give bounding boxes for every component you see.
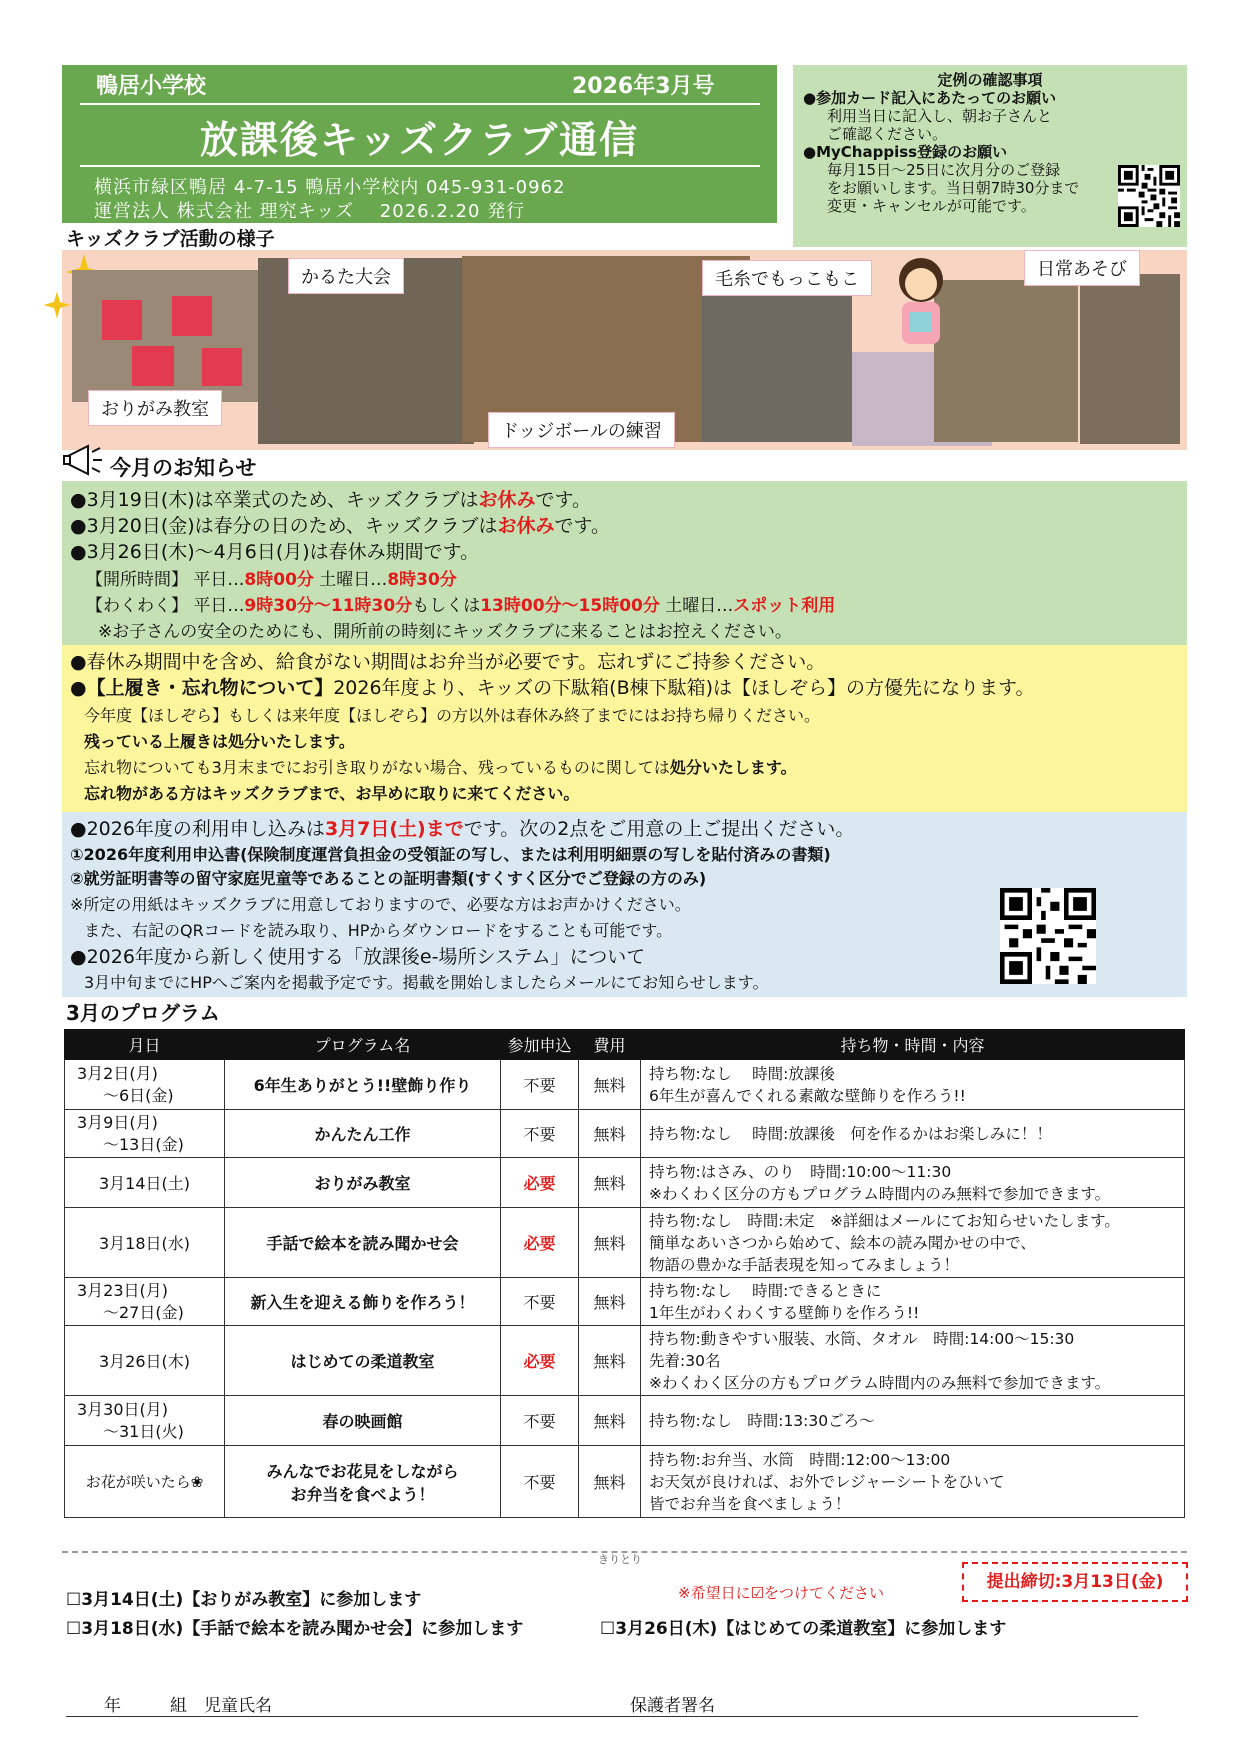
girl-knitting-icon xyxy=(886,250,956,350)
column-header: 持ち物・時間・内容 xyxy=(641,1030,1185,1060)
date-cell: 3月26日(木) xyxy=(65,1326,225,1396)
fee-cell: 無料 xyxy=(579,1110,641,1158)
table-row xyxy=(65,1060,1185,1110)
fee-cell: 無料 xyxy=(579,1060,641,1110)
notice-line: ●2026年度から新しく使用する「放課後e-場所システム」について xyxy=(70,946,646,968)
apply-cell: 不要 xyxy=(501,1278,579,1326)
detail-cell: 持ち物:お弁当、水筒 時間:12:00～13:00 お天気が良ければ、お外でレジャーシートをひいて 皆でお弁当を食べましょう！ xyxy=(641,1446,1185,1518)
date-cell: 3月23日(月) ～27日(金) xyxy=(65,1278,225,1326)
date-cell: 3月30日(月) ～31日(火) xyxy=(65,1396,225,1446)
detail-cell: 持ち物:なし 時間:放課後 何を作るかはお楽しみに！！ xyxy=(641,1110,1185,1158)
date-cell: 3月14日(土) xyxy=(65,1158,225,1208)
routine-item-text: 変更・キャンセルが可能です。 xyxy=(827,197,1036,215)
notice-line: ②就労証明書等の留守家庭児童等であることの証明書類(すくすく区分でご登録の方のみ) xyxy=(70,869,707,888)
column-header: プログラム名 xyxy=(225,1030,501,1060)
sparkle-icon xyxy=(42,290,72,320)
notice-line: 残っている上履きは処分いたします。 xyxy=(84,732,355,751)
photo-caption: 毛糸でもっこもこ xyxy=(702,260,872,296)
fee-cell: 無料 xyxy=(579,1446,641,1518)
detail-cell: 持ち物:なし 時間:放課後 6年生が喜んでくれる素敵な壁飾りを作ろう!! xyxy=(641,1060,1185,1110)
fee-cell: 無料 xyxy=(579,1278,641,1326)
newsletter-header xyxy=(62,65,777,223)
column-header: 費用 xyxy=(579,1030,641,1060)
notice-line: ●3月26日(木)～4月6日(月)は春休み期間です。 xyxy=(70,541,480,563)
notices-heading: 今月のお知らせ xyxy=(110,456,257,480)
notice-line: ●春休み期間中を含め、給食がない期間はお弁当が必要です。忘れずにご持参ください。 xyxy=(70,651,826,673)
notice-line: 忘れ物がある方はキッズクラブまで、お早めに取りに来てください。 xyxy=(84,784,580,803)
date-cell: 3月18日(水) xyxy=(65,1208,225,1278)
program-name-cell: 手話で絵本を読み聞かせ会 xyxy=(225,1208,501,1278)
notice-line: 【開所時間】 平日…8時00分 土曜日…8時30分 xyxy=(86,570,457,590)
column-header: 月日 xyxy=(65,1030,225,1060)
apply-cell: 不要 xyxy=(501,1060,579,1110)
apply-cell: 必要 xyxy=(501,1208,579,1278)
table-row xyxy=(65,1158,1185,1208)
routine-item-text: 毎月15日～25日に次月分のご登録 xyxy=(827,161,1061,179)
date-cell: 3月9日(月) ～13日(金) xyxy=(65,1110,225,1158)
table-row xyxy=(65,1110,1185,1158)
routine-item-text: ご確認ください。 xyxy=(827,125,948,143)
school-name: 鴨居小学校 xyxy=(96,74,207,99)
fee-cell: 無料 xyxy=(579,1396,641,1446)
notice-line: ①2026年度利用申込書(保険制度運営負担金の受領証の写し、または利用明細票の写しを貼付済みの書類) xyxy=(70,845,831,864)
deadline-badge: 提出締切:3月13日(金) xyxy=(962,1562,1188,1602)
routine-heading: 定例の確認事項 xyxy=(937,71,1043,89)
notice-line: ※お子さんの安全のためにも、開所前の時刻にキッズクラブに来ることはお控えください。 xyxy=(98,622,792,642)
date-cell: お花が咲いたら❀ xyxy=(65,1446,225,1518)
origami-photo xyxy=(72,270,260,402)
apply-cell: 必要 xyxy=(501,1326,579,1396)
notice-line: 3月中旬までにHPへご案内を掲載予定です。掲載を開始しましたらメールにてお知らせします。 xyxy=(84,973,769,992)
program-name-cell: 春の映画館 xyxy=(225,1396,501,1446)
fee-cell: 無料 xyxy=(579,1158,641,1208)
child-name-field[interactable] xyxy=(66,1689,656,1717)
program-table xyxy=(64,1029,1185,1518)
program-name-cell: みんなでお花見をしながら お弁当を食べよう！ xyxy=(225,1446,501,1518)
program-name-cell: かんたん工作 xyxy=(225,1110,501,1158)
cut-label: きりとり xyxy=(598,1553,642,1566)
apply-cell: 不要 xyxy=(501,1396,579,1446)
table-row xyxy=(65,1208,1185,1278)
yarn-craft-photo xyxy=(702,272,852,442)
routine-item-text: をお願いします。当日朝7時30分まで xyxy=(827,179,1080,197)
notice-line: ※所定の用紙はキッズクラブに用意しておりますので、必要な方はお声かけください。 xyxy=(70,895,691,914)
program-heading: 3月のプログラム xyxy=(66,1001,220,1025)
table-row xyxy=(65,1446,1185,1518)
table-header-row xyxy=(65,1030,1185,1060)
program-name-cell: 6年生ありがとう!!壁飾り作り xyxy=(225,1060,501,1110)
photo-caption: ドッジボールの練習 xyxy=(488,412,675,448)
issue-label: 2026年3月号 xyxy=(572,74,715,99)
guardian-label: 保護者署名 xyxy=(630,1696,715,1716)
program-name-cell: おりがみ教室 xyxy=(225,1158,501,1208)
detail-cell: 持ち物:なし 時間:13:30ごろ～ xyxy=(641,1396,1185,1446)
photo-caption: おりがみ教室 xyxy=(88,390,222,426)
apply-cell: 必要 xyxy=(501,1158,579,1208)
detail-cell: 持ち物:なし 時間:できるときに 1年生がわくわくする壁飾りを作ろう!! xyxy=(641,1278,1185,1326)
notice-block-shoes xyxy=(62,645,1187,812)
routine-item-text: 利用当日に記入し、朝お子さんと xyxy=(827,107,1053,125)
activity-photo-strip xyxy=(62,250,1187,450)
class-label: 組 xyxy=(170,1696,187,1716)
checkbox-note: ※希望日に☑をつけてください xyxy=(678,1584,885,1602)
table-row xyxy=(65,1396,1185,1446)
address-line: 横浜市緑区鴨居 4-7-15 鴨居小学校内 045-931-0962 xyxy=(94,177,566,198)
activity-heading: キッズクラブ活動の様子 xyxy=(66,228,275,250)
notice-line: 忘れ物についても3月末までにお引き取りがない場合、残っているものに関しては処分いたします。 xyxy=(84,758,797,777)
program-name-cell: はじめての柔道教室 xyxy=(225,1326,501,1396)
notice-line: ●3月20日(金)は春分の日のため、キッズクラブはお休みです。 xyxy=(70,515,611,537)
qr-code-icon[interactable] xyxy=(1000,888,1096,984)
newsletter-title: 放課後キッズクラブ通信 xyxy=(199,118,640,162)
qr-code-icon[interactable] xyxy=(1118,165,1180,227)
date-cell: 3月2日(月) ～6日(金) xyxy=(65,1060,225,1110)
checkbox-sign-language[interactable]: ☐3月18日(水)【手話で絵本を読み聞かせ会】に参加します xyxy=(66,1619,524,1639)
detail-cell: 持ち物:動きやすい服装、水筒、タオル 時間:14:00～15:30 先着:30名 ※わくわく区分の方もプログラム時間内のみ無料で参加できます。 xyxy=(641,1326,1185,1396)
notice-line: 今年度【ほしぞら】もしくは来年度【ほしぞら】の方以外は春休み終了までにはお持ち帰りください。 xyxy=(84,706,821,725)
apply-cell: 不要 xyxy=(501,1110,579,1158)
apply-cell: 不要 xyxy=(501,1446,579,1518)
fee-cell: 無料 xyxy=(579,1326,641,1396)
detail-cell: 持ち物:はさみ、のり 時間:10:00～11:30 ※わくわく区分の方もプログラム時間内のみ無料で参加できます。 xyxy=(641,1158,1185,1208)
checkbox-origami[interactable]: ☐3月14日(土)【おりがみ教室】に参加します xyxy=(66,1590,422,1610)
column-header: 参加申込 xyxy=(501,1030,579,1060)
photo-caption: かるた大会 xyxy=(288,258,404,294)
grade-label: 年 xyxy=(104,1696,121,1716)
table-row xyxy=(65,1326,1185,1396)
header-divider xyxy=(80,103,760,105)
operator-line: 運営法人 株式会社 理究キッズ 2026.2.20 発行 xyxy=(94,201,526,222)
notice-line: 【わくわく】 平日…9時30分～11時30分もしくは13時00分～15時00分 土曜日…スポット利用 xyxy=(86,596,836,616)
notice-block-spring-break xyxy=(62,481,1187,645)
detail-cell: 持ち物:なし 時間:未定 ※詳細はメールにてお知らせいたします。 簡単なあいさつから始めて、絵本の読み聞かせの中で、 物語の豊かな手話表現を知ってみましょう！ xyxy=(641,1208,1185,1278)
header-divider xyxy=(80,165,760,167)
routine-item-title: ●参加カード記入にあたってのお願い xyxy=(803,89,1057,107)
notice-line: また、右記のQRコードを読み取り、HPからダウンロードをすることも可能です。 xyxy=(84,921,673,940)
playing-photo xyxy=(1080,274,1180,444)
checkbox-judo[interactable]: ☐3月26日(木)【はじめての柔道教室】に参加します xyxy=(600,1619,1007,1639)
child-name-label: 児童氏名 xyxy=(204,1696,272,1716)
notice-line: ●3月19日(木)は卒業式のため、キッズクラブはお休みです。 xyxy=(70,489,592,511)
megaphone-icon xyxy=(62,440,108,482)
guardian-signature-field[interactable] xyxy=(628,1689,1138,1717)
fee-cell: 無料 xyxy=(579,1208,641,1278)
notice-line: ●【上履き・忘れ物について】2026年度より、キッズの下駄箱(B棟下駄箱)は【ほしぞら】の方優先になります。 xyxy=(70,677,1035,699)
notice-line: ●2026年度の利用申し込みは3月7日(土)までです。次の2点をご用意の上ご提出ください。 xyxy=(70,818,855,840)
routine-item-title: ●MyChappiss登録のお願い xyxy=(803,143,1008,161)
photo-caption: 日常あそび xyxy=(1024,250,1140,286)
table-row xyxy=(65,1278,1185,1326)
program-name-cell: 新入生を迎える飾りを作ろう！ xyxy=(225,1278,501,1326)
